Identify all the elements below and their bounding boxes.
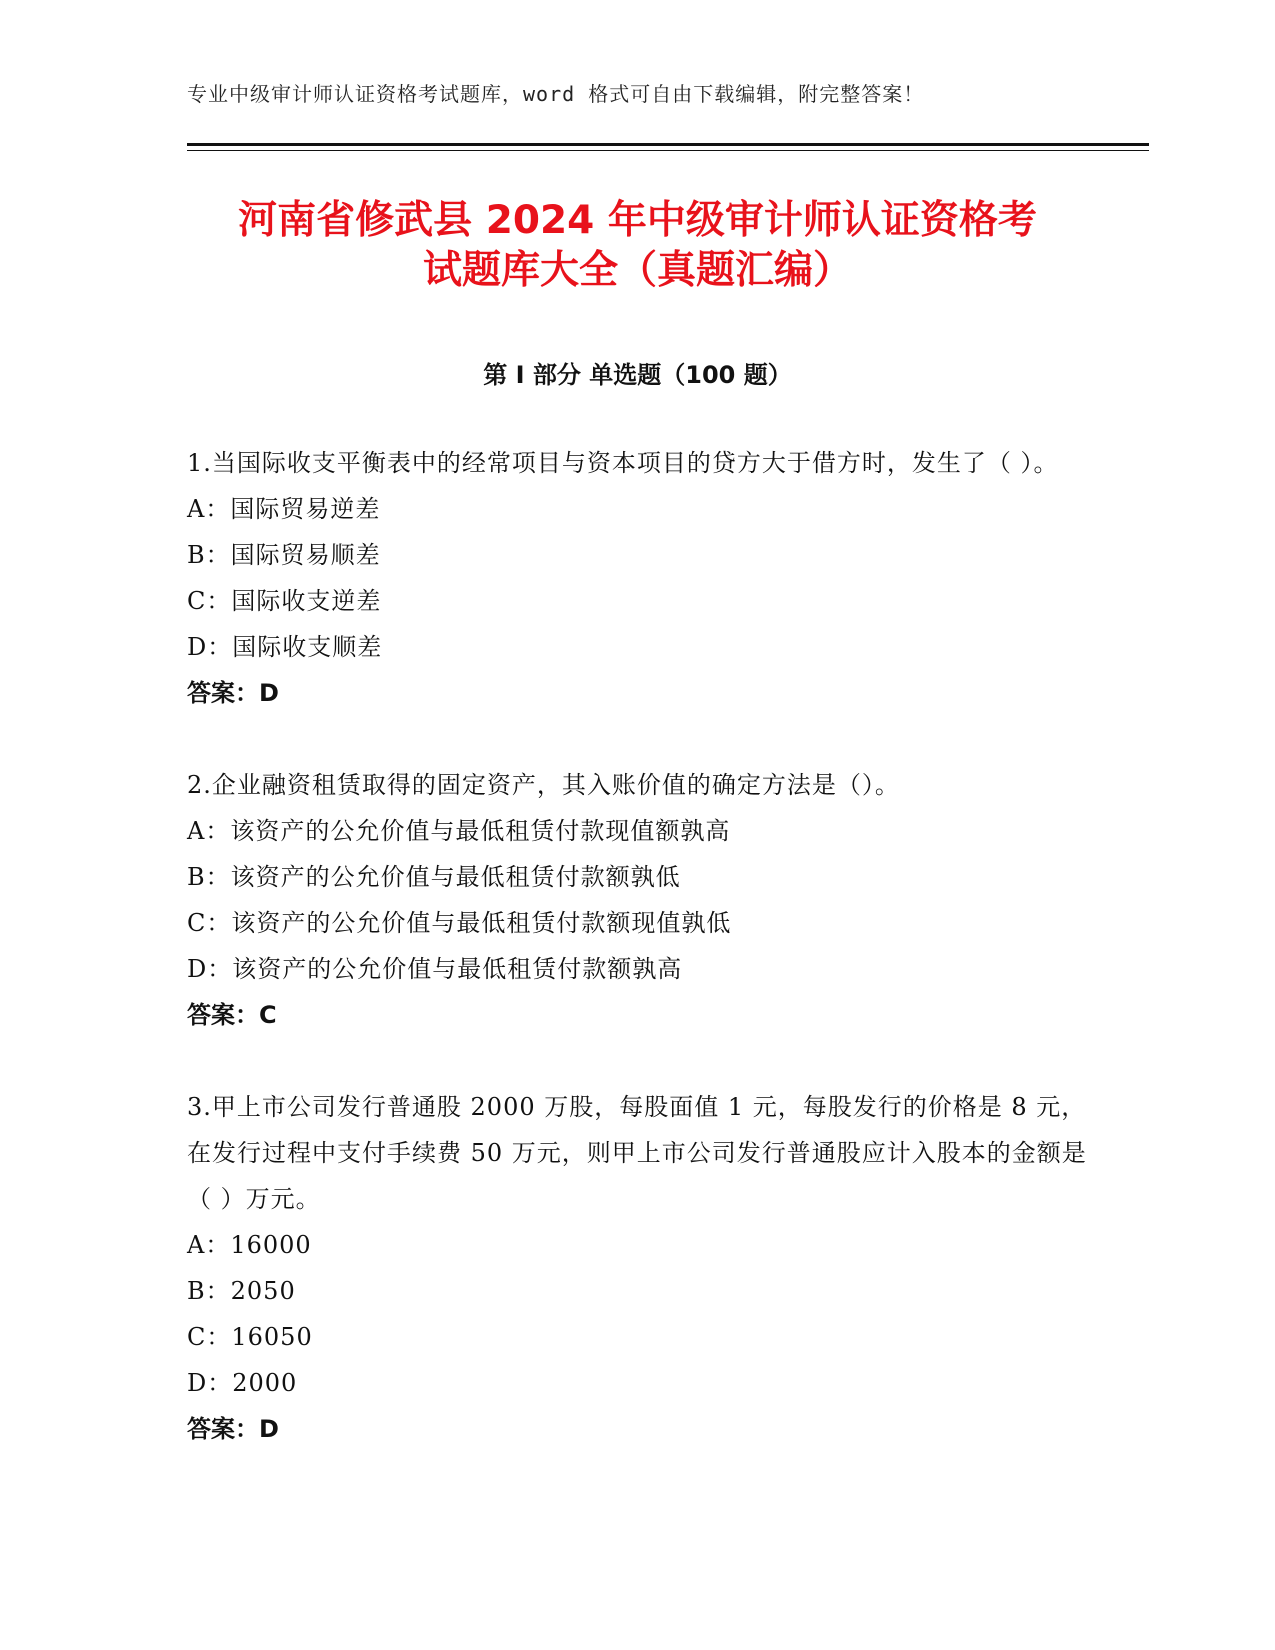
option-d: D：2000: [187, 1369, 298, 1397]
header-note: 专业中级审计师认证资格考试题库，word 格式可自由下载编辑，附完整答案！: [187, 82, 925, 106]
document-title-line-2: 试题库大全（真题汇编）: [422, 248, 852, 293]
option-b: B：该资产的公允价值与最低租赁付款额孰低: [187, 863, 681, 891]
document-title: [150, 196, 1125, 296]
question-2: [187, 762, 1087, 1038]
answer: 答案：D: [187, 1415, 279, 1443]
header-rule-thick: [187, 143, 1149, 146]
document-title-line-1: 河南省修武县 2024 年中级审计师认证资格考: [238, 198, 1037, 243]
header-rule-thin: [187, 150, 1149, 151]
answer: 答案：D: [187, 679, 279, 707]
question-stem: 1.当国际收支平衡表中的经常项目与资本项目的贷方大于借方时，发生了（ ）。: [187, 449, 1059, 477]
question-stem: 2.企业融资租赁取得的固定资产，其入账价值的确定方法是（）。: [187, 771, 900, 799]
option-a: A：国际贸易逆差: [187, 495, 381, 523]
option-c: C：国际收支逆差: [187, 587, 382, 615]
option-c: C：16050: [187, 1323, 313, 1351]
question-list: [187, 440, 1087, 1498]
option-a: A：16000: [187, 1231, 312, 1259]
section-title: 第 I 部分 单选题（100 题）: [483, 361, 792, 389]
option-b: B：国际贸易顺差: [187, 541, 381, 569]
option-d: D：国际收支顺差: [187, 633, 383, 661]
question-3: [187, 1084, 1087, 1452]
option-d: D：该资产的公允价值与最低租赁付款额孰高: [187, 955, 683, 983]
option-a: A：该资产的公允价值与最低租赁付款现值额孰高: [187, 817, 731, 845]
option-b: B：2050: [187, 1277, 296, 1305]
answer: 答案：C: [187, 1001, 277, 1029]
question-1: [187, 440, 1087, 716]
option-c: C：该资产的公允价值与最低租赁付款额现值孰低: [187, 909, 732, 937]
question-stem: 3.甲上市公司发行普通股 2000 万股，每股面值 1 元，每股发行的价格是 8 元，在发行过程中支付手续费 50 万元，则甲上市公司发行普通股应计入股本的金额是（ ）万元。: [187, 1093, 1087, 1213]
